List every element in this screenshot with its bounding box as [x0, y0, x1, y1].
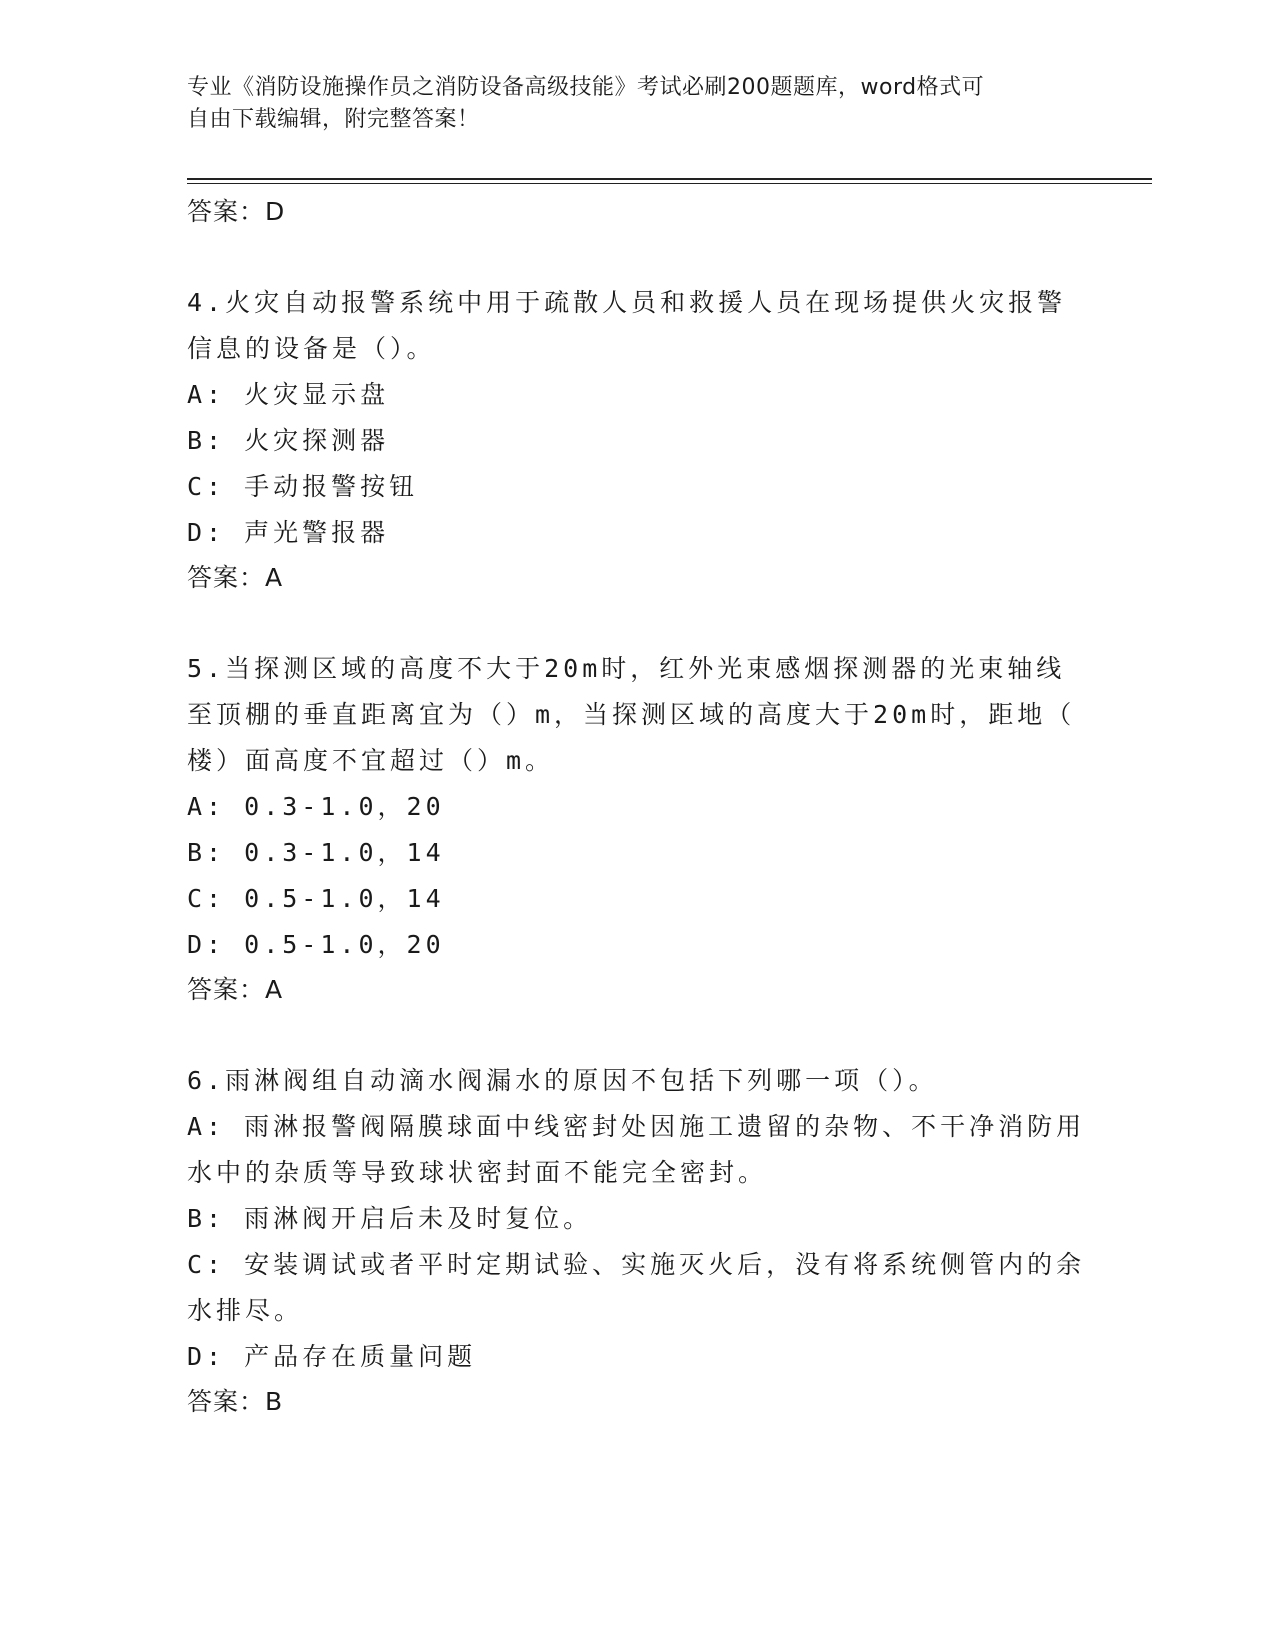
- previous-answer: 答案：D: [187, 197, 286, 226]
- option-b: B: 雨淋阀开启后未及时复位。: [187, 1204, 593, 1233]
- question-content: [187, 190, 1087, 1424]
- option-a: A: 火灾显示盘: [187, 380, 390, 409]
- header-line-2: 自由下载编辑，附完整答案！: [187, 107, 480, 132]
- option-b: B: 火灾探测器: [187, 426, 390, 455]
- option-d: D: 声光警报器: [187, 518, 390, 547]
- document-header: [187, 72, 1067, 136]
- question-5: [187, 646, 1087, 1012]
- question-answer: 答案：A: [187, 563, 284, 592]
- option-a: A: 0.3-1.0，20: [187, 792, 445, 821]
- question-stem-line: 至顶棚的垂直距离宜为（）m，当探测区域的高度大于20m时，距地（: [187, 700, 1076, 729]
- question-stem-line: 5.当探测区域的高度不大于20m时，红外光束感烟探测器的光束轴线: [187, 654, 1066, 683]
- header-divider-thick: [187, 178, 1152, 180]
- question-answer: 答案：B: [187, 1387, 284, 1416]
- option-a-continued: 水中的杂质等导致球状密封面不能完全密封。: [187, 1158, 768, 1187]
- option-c: C: 0.5-1.0，14: [187, 884, 445, 913]
- question-stem-line: 6.雨淋阀组自动滴水阀漏水的原因不包括下列哪一项（）。: [187, 1066, 938, 1095]
- header-line-1: 专业《消防设施操作员之消防设备高级技能》考试必刷200题题库，word格式可: [187, 75, 985, 100]
- question-6: [187, 1058, 1087, 1424]
- question-stem-line: 信息的设备是（）。: [187, 334, 436, 363]
- option-c: C: 安装调试或者平时定期试验、实施灭火后，没有将系统侧管内的余: [187, 1250, 1086, 1279]
- question-stem-line: 4.火灾自动报警系统中用于疏散人员和救援人员在现场提供火灾报警: [187, 288, 1067, 317]
- option-a: A: 雨淋报警阀隔膜球面中线密封处因施工遗留的杂物、不干净消防用: [187, 1112, 1086, 1141]
- option-d: D: 产品存在质量问题: [187, 1342, 477, 1371]
- option-b: B: 0.3-1.0，14: [187, 838, 445, 867]
- option-c-continued: 水排尽。: [187, 1296, 304, 1325]
- header-divider-thin: [187, 183, 1152, 184]
- option-d: D: 0.5-1.0，20: [187, 930, 445, 959]
- question-stem-line: 楼）面高度不宜超过（）m。: [187, 746, 555, 775]
- question-answer: 答案：A: [187, 975, 284, 1004]
- option-c: C: 手动报警按钮: [187, 472, 419, 501]
- question-4: [187, 280, 1087, 600]
